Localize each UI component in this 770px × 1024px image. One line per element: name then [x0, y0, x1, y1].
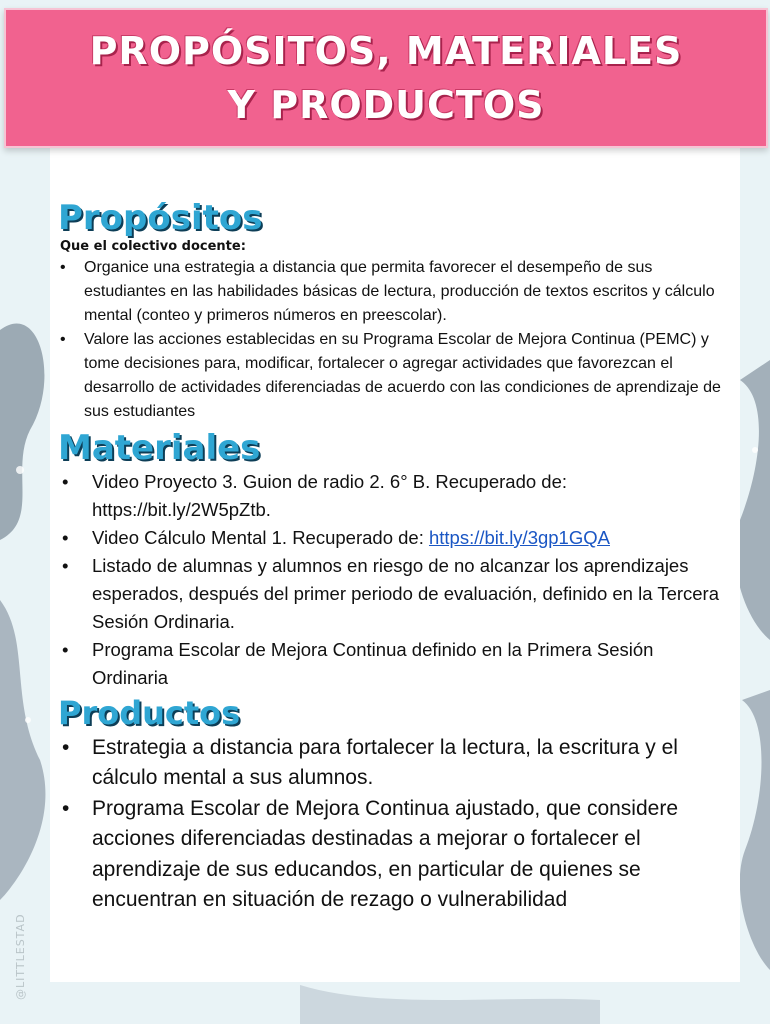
list-item: • Listado de alumnas y alumnos en riesgo de no alcanzar los aprendizajes esperados, después del primer periodo de evaluación, definido en la Tercera Sesión Ordinaria.	[58, 552, 730, 636]
list-item	[58, 524, 730, 552]
materiales-heading: Materiales	[58, 428, 261, 469]
content-area	[58, 196, 730, 916]
materiales-list	[58, 468, 730, 692]
productos-heading: Productos	[58, 693, 241, 732]
list-item: • Programa Escolar de Mejora Continua definido en la Primera Sesión Ordinaria	[58, 636, 730, 692]
propositos-intro: Que el colectivo docente:	[60, 239, 246, 255]
watermark: @LITTLESTAD	[14, 913, 27, 1000]
video-link[interactable]: https://bit.ly/3gp1GQA	[428, 526, 610, 548]
productos-list	[58, 733, 730, 916]
propositos-heading: Propósitos	[58, 198, 263, 238]
list-item-text: Video Cálculo Mental 1. Recuperado de:	[92, 526, 429, 548]
list-item: • Organice una estrategia a distancia que permita favorecer el desempeño de sus estudiantes en las habilidades básicas de lectura, producción de textos escritos y cálculo mental (conteo y primeros números en preescolar).	[58, 256, 730, 328]
list-item: • Valore las acciones establecidas en su Programa Escolar de Mejora Continua (PEMC) y tome decisiones para, modificar, fortalecer o agregar actividades que favorezcan el desarrollo de actividades diferenciadas de acuerdo con las condiciones de aprendizaje de sus estudiantes	[58, 328, 730, 424]
page-title-line-2: Y PRODUCTOS	[227, 83, 545, 127]
title-banner	[4, 8, 768, 148]
page-title-line-1: PROPÓSITOS, MATERIALES	[89, 29, 683, 73]
list-item: • Programa Escolar de Mejora Continua ajustado, que considere acciones diferenciadas destinadas a mejorar o fortalecer el aprendizaje de sus educandos, en particular de quienes se encuentran en situación de rezago o vulnerabilidad	[58, 794, 730, 916]
propositos-list	[58, 256, 730, 424]
list-item: • Estrategia a distancia para fortalecer la lectura, la escritura y el cálculo mental a sus alumnos.	[58, 733, 730, 794]
list-item: • Video Proyecto 3. Guion de radio 2. 6° B. Recuperado de: https://bit.ly/2W5pZtb.	[58, 468, 730, 524]
